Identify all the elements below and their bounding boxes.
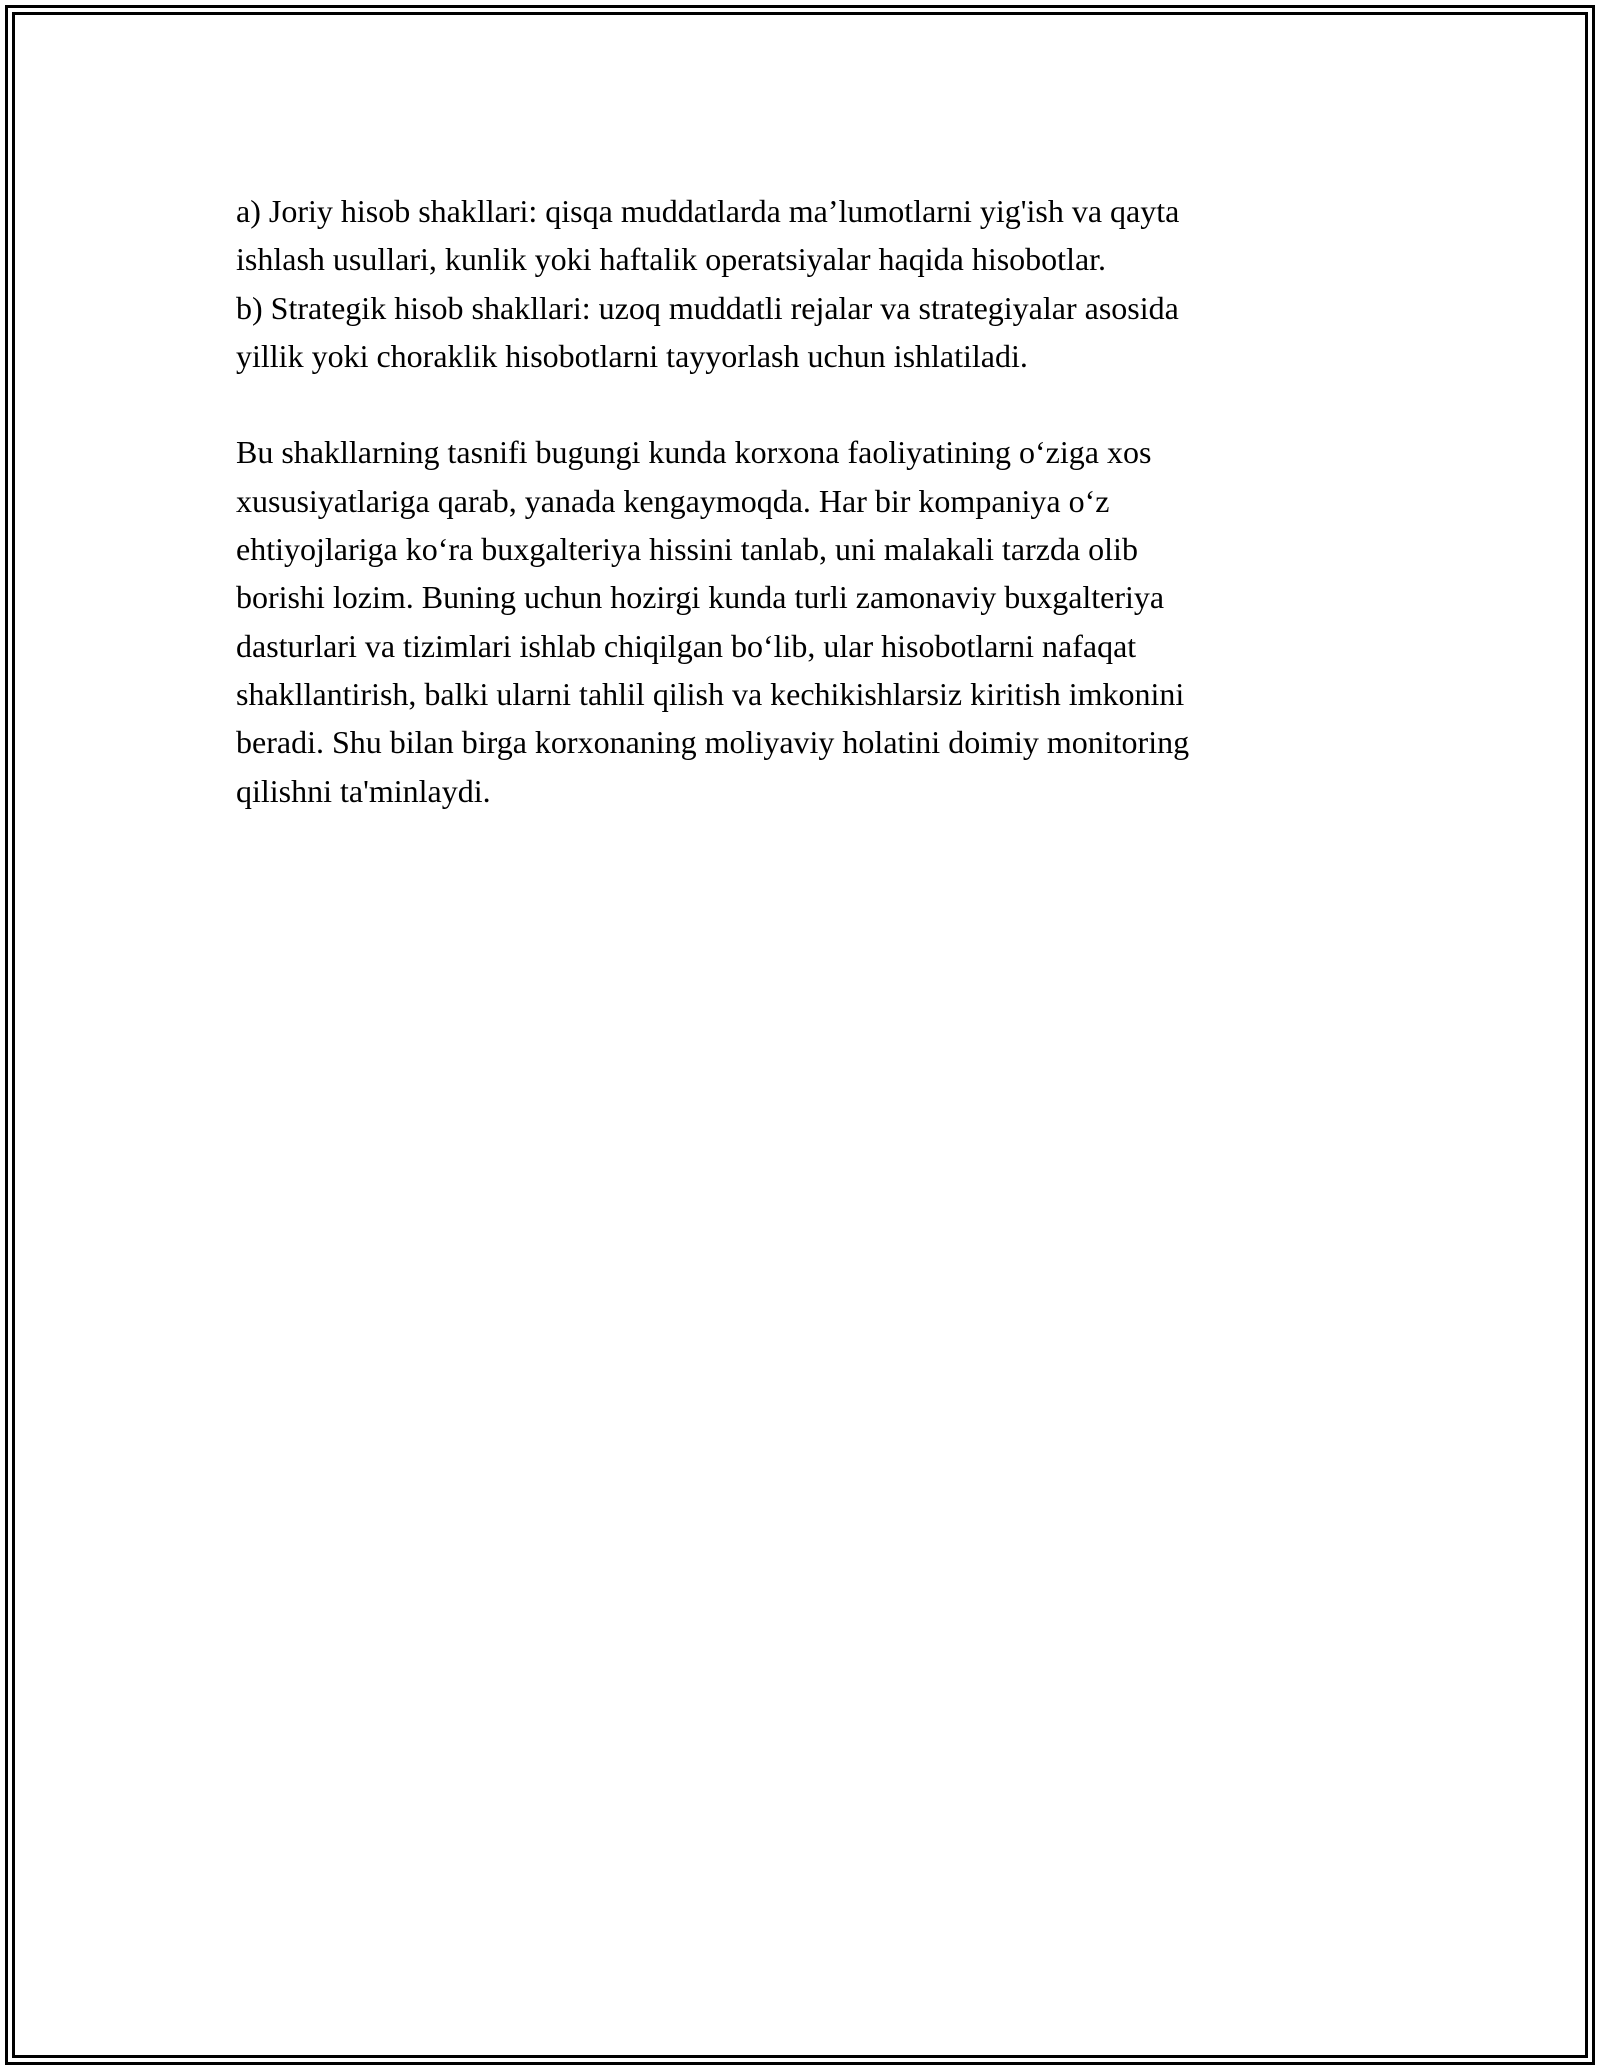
list-item-b: [236, 284, 1376, 381]
text-line: a) Joriy hisob shakllari: qisqa muddatlarda ma’lumotlarni yig'ish va qayta: [236, 193, 1180, 229]
text-line: dasturlari va tizimlari ishlab chiqilgan bo‘lib, ular hisobotlarni nafaqat: [236, 627, 1137, 664]
paragraph-gap: [236, 380, 1376, 428]
body-paragraph: [236, 428, 1376, 814]
text-line: Bu shakllarning tasnifi bugungi kunda korxona faoliyatining o‘ziga xos: [236, 434, 1152, 471]
text-line: ehtiyojlariga ko‘ra buxgalteriya hissini tanlab, uni malakali tarzda olib: [236, 531, 1138, 568]
text-line: beradi. Shu bilan birga korxonaning moliyaviy holatini doimiy monitoring: [236, 724, 1190, 761]
text-line: borishi lozim. Buning uchun hozirgi kunda turli zamonaviy buxgalteriya: [236, 579, 1165, 616]
text-line: ishlash usullari, kunlik yoki haftalik operatsiyalar haqida hisobotlar.: [236, 241, 1107, 278]
text-line: b) Strategik hisob shakllari: uzoq muddatli rejalar va strategiyalar asosida: [236, 289, 1179, 326]
text-line: xususiyatlariga qarab, yanada kengaymoqda. Har bir kompaniya o‘z: [236, 482, 1110, 519]
list-item-a: [236, 187, 1376, 284]
document-body: [236, 187, 1376, 815]
text-line: yillik yoki choraklik hisobotlarni tayyorlash uchun ishlatiladi.: [236, 337, 1028, 374]
text-line: qilishni ta'minlaydi.: [236, 772, 491, 809]
text-line: shakllantirish, balki ularni tahlil qilish va kechikishlarsiz kiritish imkonini: [236, 675, 1185, 712]
